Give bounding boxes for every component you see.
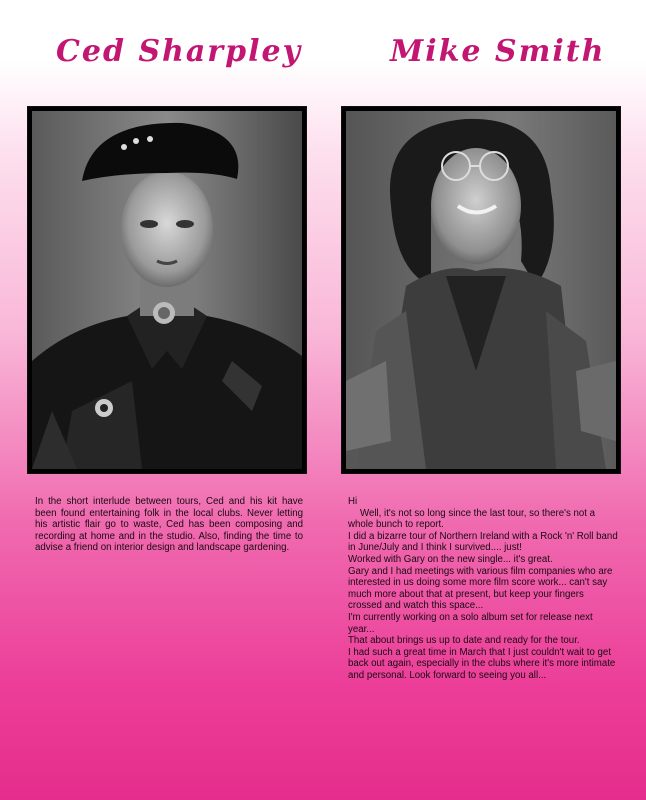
bio-greeting: Hi xyxy=(348,496,358,507)
bio-paragraph: I did a bizarre tour of Northern Ireland with a Rock 'n' Roll band in June/July and I think I survived.... just! xyxy=(348,530,618,554)
bio-ced-sharpley xyxy=(35,496,303,554)
photo-mike-smith xyxy=(341,106,621,474)
bio-paragraph: Well, it's not so long since the last tour, so there's not a whole bunch to report. xyxy=(348,507,596,531)
bio-paragraph: I had such a great time in March that I just couldn't wait to get back out again, especially in the clubs where it's more intimate and personal. Look forward to seeing you all... xyxy=(348,646,616,681)
mike-portrait-image xyxy=(346,111,616,469)
bio-paragraph: I'm currently working on a solo album set for release next year... xyxy=(348,611,593,635)
name-heading-mike-smith: Mike Smith xyxy=(390,34,606,69)
bio-mike-smith xyxy=(348,496,620,682)
ced-portrait-image xyxy=(32,111,302,469)
bio-paragraph: That about brings us up to date and ready for the tour. xyxy=(348,635,580,647)
bio-paragraph: In the short interlude between tours, Ced and his kit have been found entertaining folk in the local clubs. Never letting his artistic flair go to waste, Ced has been composing and recording at home and in the studio. Also, finding the time to advise a friend on interior design and landscape gardening. xyxy=(35,496,303,554)
bio-paragraph: Worked with Gary on the new single... it's great. xyxy=(348,553,553,565)
bio-paragraph: Gary and I had meetings with various film companies who are interested in us doing some more film score work... can't say much more about that at present, but keep your fingers crossed and watch this space... xyxy=(348,565,613,612)
photo-ced-sharpley xyxy=(27,106,307,474)
name-heading-ced-sharpley: Ced Sharpley xyxy=(56,34,302,69)
